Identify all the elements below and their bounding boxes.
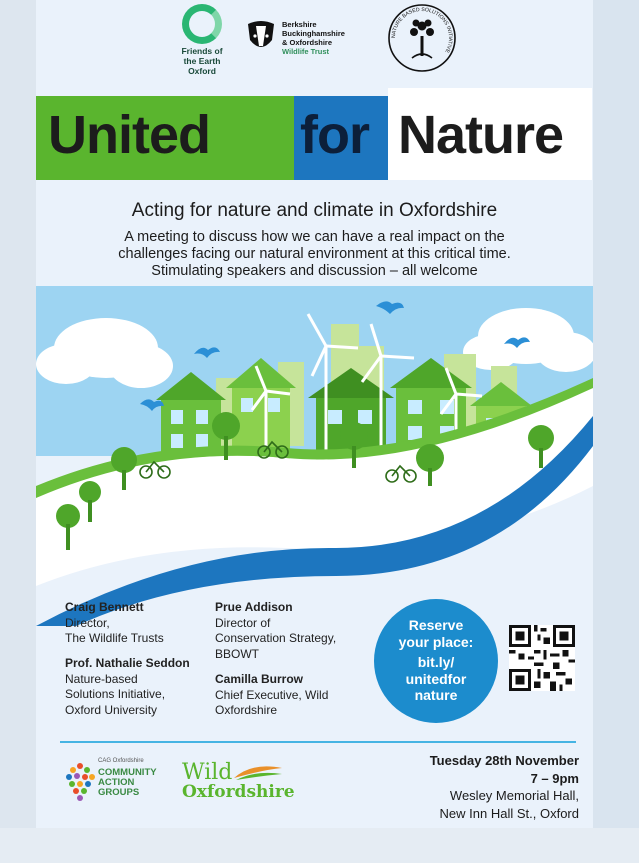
intro-line-1: A meeting to discuss how we can have a real impact on the (124, 229, 505, 245)
oxfordshire-text: Oxfordshire (182, 782, 295, 802)
poster (36, 0, 593, 828)
foe-name (172, 46, 232, 76)
reserve-line-2: your place: (398, 633, 474, 650)
reserve-link-line-2[interactable]: unitedfor (405, 670, 467, 687)
title-nature: Nature (398, 105, 564, 165)
speaker-name: Craig Bennett (65, 600, 144, 614)
nbs-ring-text: NATURE BASED SOLUTIONS INITIATIVE (390, 6, 454, 54)
leaf-swoosh-icon (232, 764, 284, 782)
speaker-name: Camilla Burrow (215, 672, 304, 686)
qr-code-icon[interactable] (509, 625, 575, 691)
foe-line-3: Oxford (188, 66, 216, 76)
event-venue: Wesley Memorial Hall, (449, 788, 579, 803)
badger-icon (246, 20, 276, 52)
community-action-groups-logo (64, 758, 174, 814)
nature-based-solutions-logo (386, 2, 458, 74)
foe-line-1: Friends of (181, 46, 223, 56)
speaker-role-line: Oxford University (65, 702, 158, 717)
cag-small-text: CAG Oxfordshire (98, 758, 144, 764)
speaker-camilla-burrow (215, 672, 365, 719)
reserve-link-line-3[interactable]: nature (414, 687, 458, 703)
speaker-role-line: Nature-based (65, 671, 138, 686)
intro-line-3: Stimulating speakers and discussion – all welcome (151, 263, 478, 279)
speaker-role-line: Director of (215, 615, 271, 630)
subtitle: Acting for nature and climate in Oxfordshire (131, 200, 498, 221)
event-details (430, 752, 579, 822)
reserve-link-line-1[interactable]: bit.ly/ (417, 654, 455, 670)
speaker-role-line: Chief Executive, Wild (215, 687, 329, 702)
event-address: New Inn Hall St., Oxford (439, 805, 579, 821)
bbowt-line-2: Buckinghamshire (282, 29, 345, 38)
friends-of-the-earth-logo (172, 4, 232, 76)
page-bottom-margin (0, 828, 639, 863)
title-united: United (48, 105, 210, 165)
speaker-prue-addison (215, 600, 365, 662)
cag-big-text (98, 768, 157, 798)
title-for: for (300, 105, 369, 165)
speaker-nathalie-seddon (65, 656, 215, 718)
cag-line-3: GROUPS (98, 787, 140, 798)
bbowt-subtitle: Wildlife Trust (282, 47, 330, 56)
wild-oxfordshire-logo (182, 760, 295, 806)
speaker-name: Prue Addison (215, 600, 293, 614)
speaker-role-line: Oxfordshire (215, 703, 278, 717)
page-margin (0, 0, 36, 863)
speaker-craig-bennett (65, 600, 205, 647)
speaker-role-line: The Wildlife Trusts (65, 631, 164, 645)
reserve-line-1: Reserve (408, 617, 464, 633)
reserve-place-badge[interactable] (374, 599, 498, 723)
intro-line-2: challenges facing our natural environment at this critical time. (118, 246, 511, 262)
bbowt-line-3: & Oxfordshire (282, 38, 333, 47)
foe-ring-icon (182, 4, 222, 44)
cag-line-1: COMMUNITY (98, 767, 157, 778)
foe-line-2: the Earth (183, 56, 221, 66)
event-time: 7 – 9pm (530, 770, 579, 786)
speaker-name: Prof. Nathalie Seddon (65, 656, 190, 670)
speaker-role-line: Director, (65, 615, 110, 630)
speaker-role-line: BBOWT (215, 646, 259, 661)
speaker-role-line: Conservation Strategy, (215, 631, 337, 645)
event-date: Tuesday 28th November (429, 753, 579, 768)
wild-text: Wild (182, 760, 233, 785)
tree-icon (410, 20, 434, 59)
green-city-illustration (36, 286, 593, 626)
bbowt-logo (246, 20, 386, 56)
speaker-role-line: Solutions Initiative, (65, 687, 166, 701)
cag-line-2: ACTION (98, 777, 135, 788)
bbowt-line-1: Berkshire (282, 20, 317, 29)
intro-text (56, 229, 573, 280)
divider (60, 741, 576, 743)
dots-cluster-icon (64, 762, 96, 802)
